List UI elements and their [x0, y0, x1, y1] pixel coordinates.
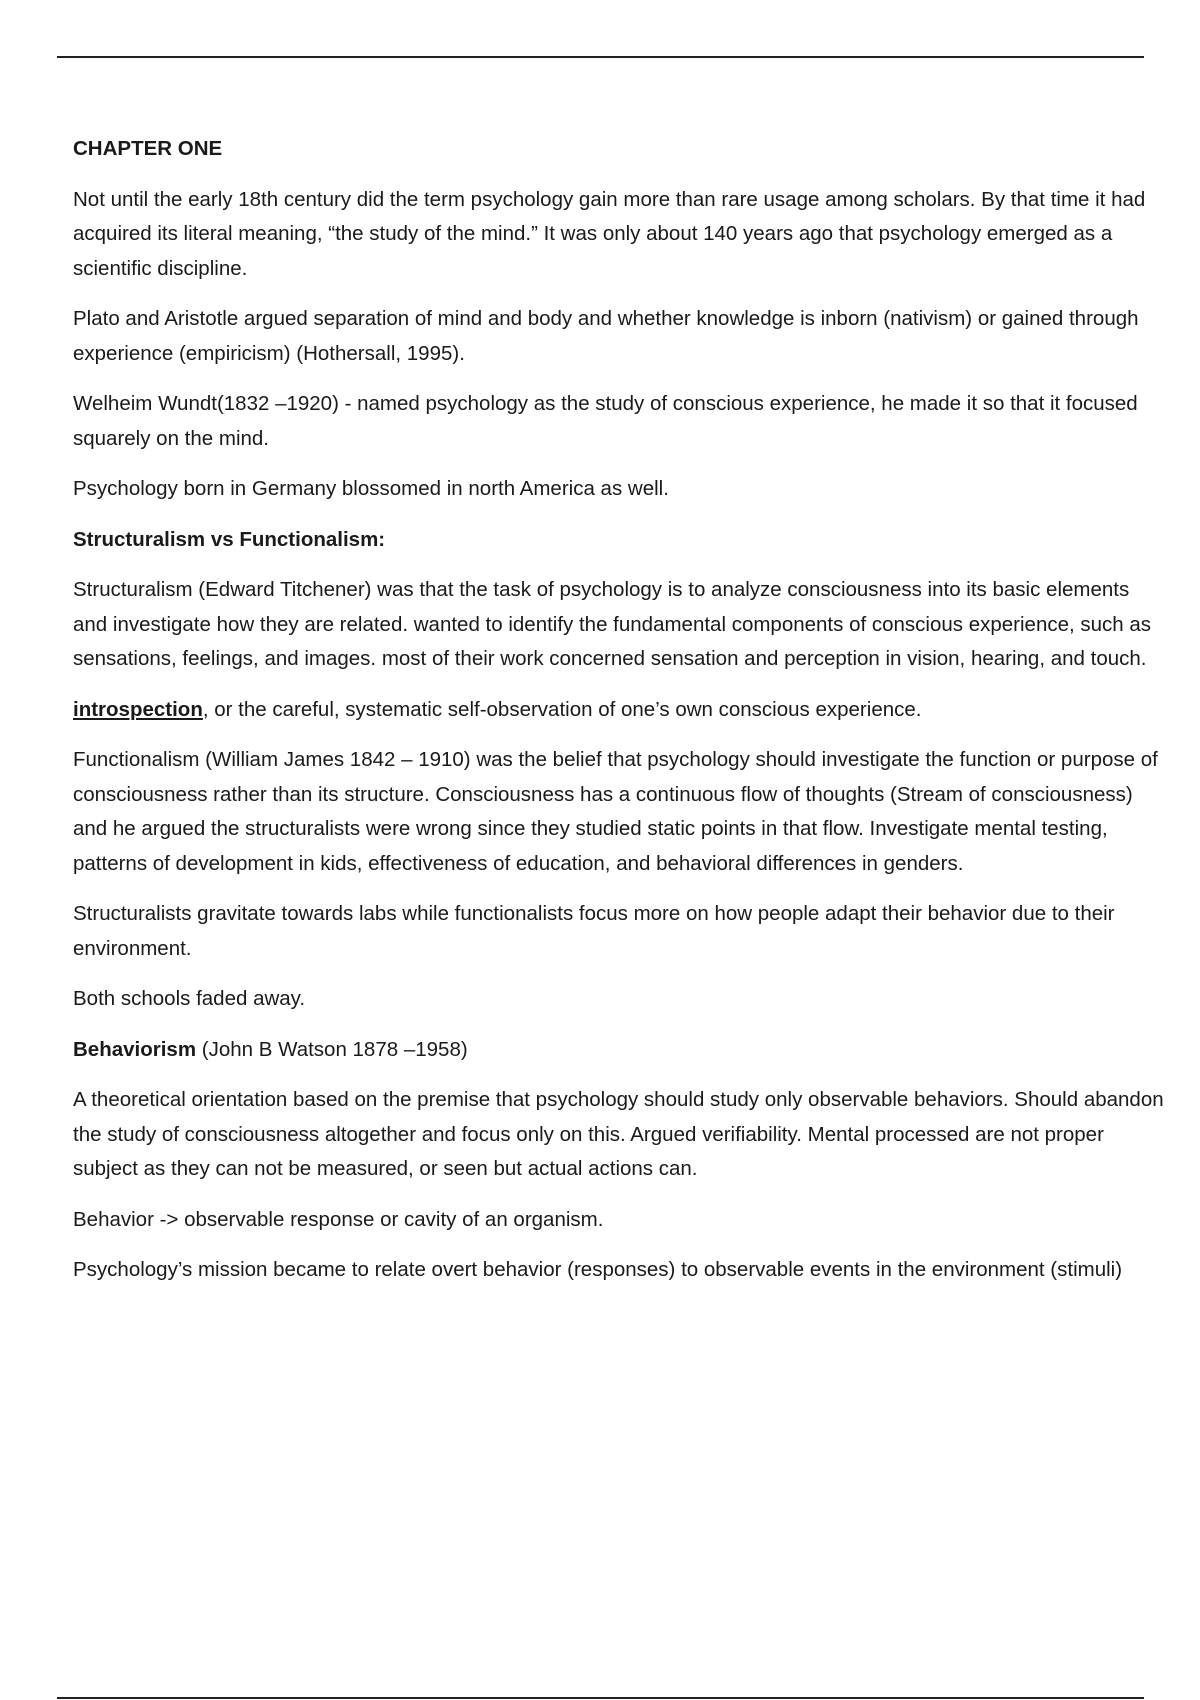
paragraph-schools-faded: Both schools faded away.	[73, 987, 306, 1010]
behaviorism-attribution: (John B Watson 1878 –1958)	[196, 1037, 468, 1061]
top-rule	[57, 56, 1144, 58]
paragraph-behaviorism-heading	[73, 1033, 1165, 1068]
paragraph-introspection	[73, 693, 1165, 728]
chapter-title: CHAPTER ONE	[73, 137, 223, 160]
paragraph-intro: Not until the early 18th century did the term psychology gain more than rare usage among scholars. By that time it had acquired its literal meaning, “the study of the mind.” It was only about 140 years ago that psychology emerged as a scientific discipline.	[73, 187, 1146, 280]
bottom-rule	[57, 1697, 1144, 1699]
behaviorism-term: Behaviorism	[73, 1037, 197, 1061]
paragraph-behavior-definition: Behavior -> observable response or cavity of an organism.	[73, 1207, 604, 1231]
introspection-term: introspection	[73, 697, 203, 721]
paragraph-structuralism: Structuralism (Edward Titchener) was that the task of psychology is to analyze consciousness into its basic elements and investigate how they are related. wanted to identify the fundamental components of conscious experience, such as sensations, feelings, and images. most of their work concerned sensation and perception in vision, hearing, and touch.	[73, 578, 1152, 670]
document-body	[73, 132, 1165, 1304]
paragraph-labs-vs-adaptation: Structuralists gravitate towards labs while functionalists focus more on how people adapt their behavior due to their environment.	[73, 902, 1115, 960]
section-heading-structuralism-functionalism: Structuralism vs Functionalism:	[73, 527, 386, 551]
paragraph-psychology-mission: Psychology’s mission became to relate overt behavior (responses) to observable events in the environment (stimuli)	[73, 1258, 1123, 1281]
paragraph-wundt: Welheim Wundt(1832 –1920) - named psychology as the study of conscious experience, he made it so that it focused squarely on the mind.	[73, 392, 1138, 450]
paragraph-functionalism: Functionalism (William James 1842 – 1910) was the belief that psychology should investigate the function or purpose of consciousness rather than its structure. Consciousness has a continuous flow of thoughts (Stream of consciousness) and he argued the structuralists were wrong since they studied static points in that flow. Investigate mental testing, patterns of development in kids, effectiveness of education, and behavioral differences in genders.	[73, 748, 1158, 875]
introspection-definition: , or the careful, systematic self-observation of one’s own conscious experience.	[202, 697, 922, 721]
paragraph-plato-aristotle: Plato and Aristotle argued separation of mind and body and whether knowledge is inborn (nativism) or gained through experience (empiricism) (Hothersall, 1995).	[73, 307, 1139, 365]
paragraph-germany: Psychology born in Germany blossomed in north America as well.	[73, 477, 669, 500]
paragraph-behaviorism-definition: A theoretical orientation based on the premise that psychology should study only observable behaviors. Should abandon the study of consciousness altogether and focus only on this. Argued verifiability. Mental processed are not proper subject as they can not be measured, or seen but actual actions can.	[73, 1088, 1164, 1180]
